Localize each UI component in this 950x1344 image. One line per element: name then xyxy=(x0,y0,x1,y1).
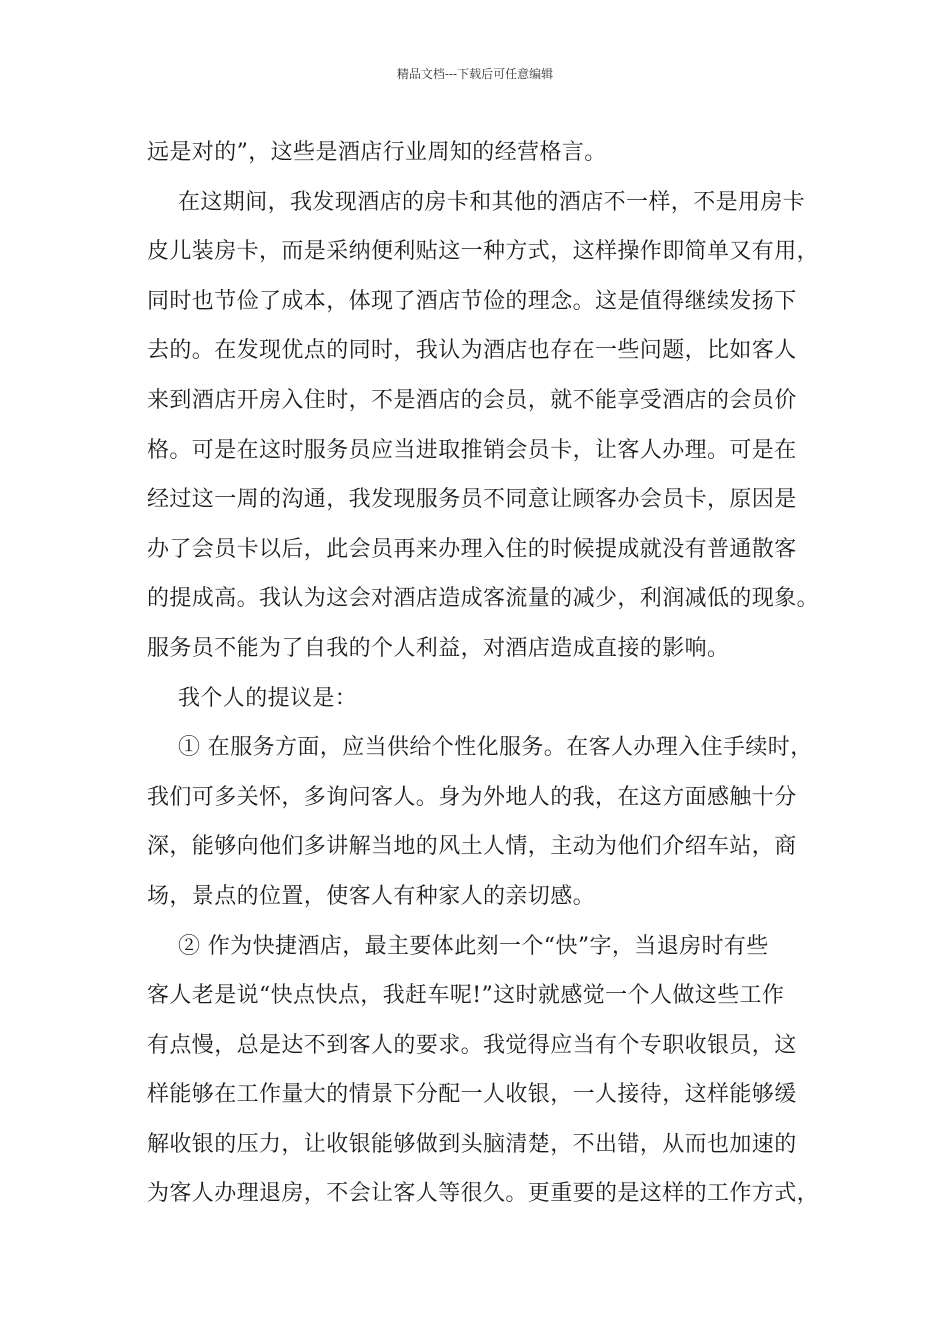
list-item-2-first-line: ② 作为快捷酒店，最主要体此刻一个“快”字，当退房时有些 xyxy=(178,933,769,959)
list-item-1-first-line: ① 在服务方面，应当供给个性化服务。在客人办理入住手续时， xyxy=(178,735,813,761)
text-line: 格。可是在这时服务员应当进取推销会员卡，让客人办理。可是在 xyxy=(147,437,797,463)
text-line: 有点慢，总是达不到客人的要求。我觉得应当有个专职收银员，这 xyxy=(147,1032,797,1058)
text-line: 经过这一周的沟通，我发现服务员不同意让顾客办会员卡，原因是 xyxy=(147,487,797,513)
text-line: 去的。在发现优点的同时，我认为酒店也存在一些问题，比如客人 xyxy=(147,338,797,364)
text-line: 解收银的压力，让收银能够做到头脑清楚，不出错，从而也加速的 xyxy=(147,1131,797,1157)
paragraph-first-line: 在这期间，我发现酒店的房卡和其他的酒店不一样，不是用房卡 xyxy=(178,189,806,215)
text-line: 深，能够向他们多讲解当地的风土人情，主动为他们介绍车站，商 xyxy=(147,834,797,860)
text-line: 服务员不能为了自我的个人利益，对酒店造成直接的影响。 xyxy=(147,635,730,661)
text-line: 来到酒店开房入住时，不是酒店的会员，就不能享受酒店的会员价 xyxy=(147,387,797,413)
page-header: 精品文档---下载后可任意编辑 xyxy=(396,67,554,81)
document-body xyxy=(147,128,825,1219)
text-line: 同时也节俭了成本，体现了酒店节俭的理念。这是值得继续发扬下 xyxy=(147,288,797,314)
text-line: 客人老是说“快点快点，我赶车呢!”这时就感觉一个人做这些工作 xyxy=(147,983,785,1009)
text-line: 我们可多关怀，多询问客人。身为外地人的我，在这方面感触十分 xyxy=(147,784,797,810)
paragraph-first-line: 我个人的提议是： xyxy=(178,685,358,711)
text-line: 为客人办理退房，不会让客人等很久。更重要的是这样的工作方式， xyxy=(147,1181,820,1207)
text-line: 皮儿装房卡，而是采纳便利贴这一种方式，这样操作即简单又有用， xyxy=(147,239,820,265)
text-line: 样能够在工作量大的情景下分配一人收银，一人接待，这样能够缓 xyxy=(147,1082,797,1108)
text-line: 的提成高。我认为这会对酒店造成客流量的减少，利润减低的现象。 xyxy=(147,586,820,612)
text-line: 办了会员卡以后，此会员再来办理入住的时候提成就没有普通散客 xyxy=(147,536,797,562)
text-line: 场，景点的位置，使客人有种家人的亲切感。 xyxy=(147,883,596,909)
text-line: 远是对的”，这些是酒店行业周知的经营格言。 xyxy=(147,140,607,165)
